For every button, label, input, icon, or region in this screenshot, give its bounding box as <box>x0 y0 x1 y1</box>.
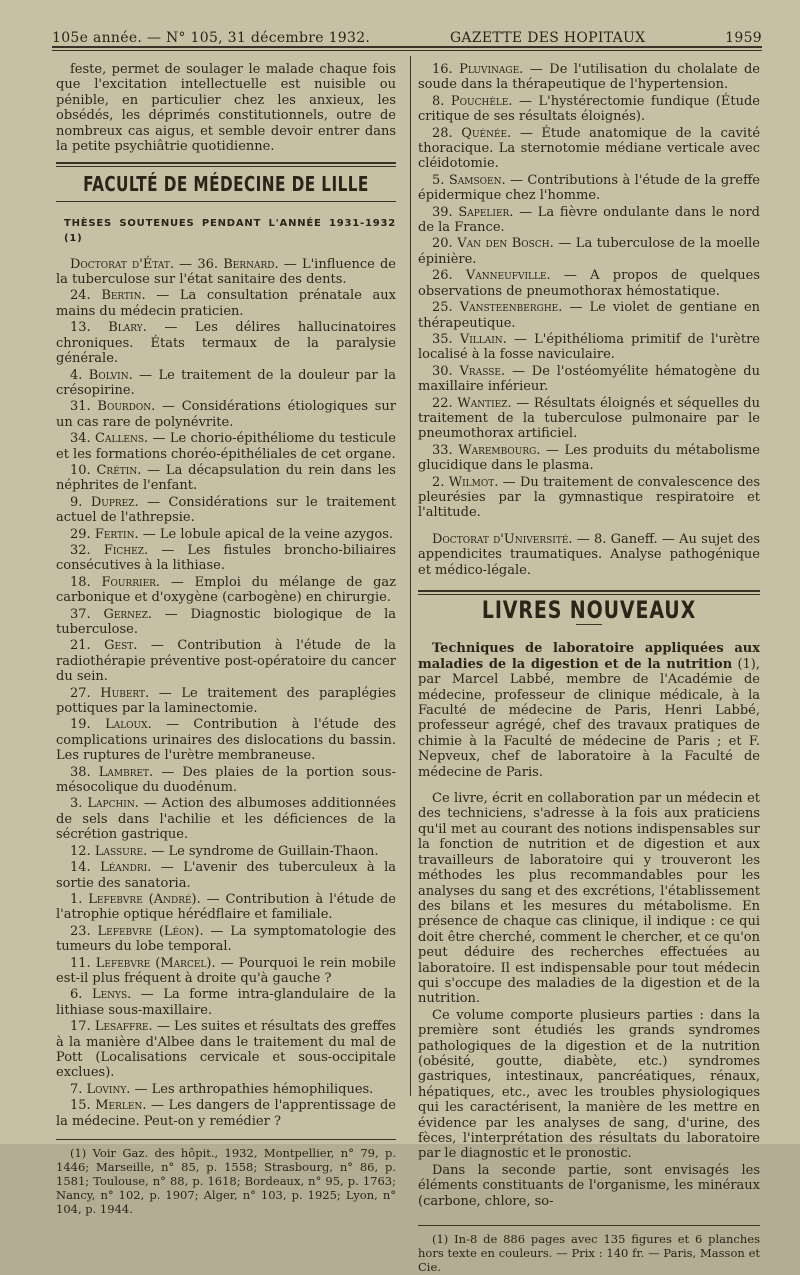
thesis-entry <box>56 1019 396 1081</box>
thesis-author: Lefebvre (Léon). <box>97 923 204 939</box>
thesis-number: — 36. <box>179 256 219 272</box>
thesis-number: 17. <box>70 1019 91 1035</box>
doctorat-universite-text: — 8. Ganeff. — Au sujet des appendicites traumatiques. Analyse pathogénique et médico-légale. <box>418 531 760 578</box>
thesis-title: — De l'utilisation du cholalate de soude dans la thérapeutique de l'hypertension. <box>418 62 760 93</box>
thesis-author: Bertin. <box>101 288 146 304</box>
thesis-number: 16. <box>432 62 453 77</box>
thesis-number: 11. <box>70 955 91 971</box>
doctorat-universite <box>418 532 760 578</box>
thesis-title: — Le lobule apical de la veine azygos. <box>142 526 394 542</box>
thesis-author: Wantiez. <box>457 395 512 411</box>
thesis-number: 39. <box>432 204 453 220</box>
theses-title: THÈSES SOUTENUES PENDANT L'ANNÉE 1931-1932 (1) <box>64 217 396 245</box>
thesis-author: Gernez. <box>103 606 152 622</box>
thesis-entry <box>56 527 396 542</box>
thesis-number: 5. <box>432 172 445 188</box>
thesis-title: — Le chorio-épithéliome du testicule et les formations choréo-épithéliales de cet organe. <box>56 431 396 462</box>
thesis-author: Sapelier. <box>458 204 514 220</box>
thesis-author: Gest. <box>104 638 138 654</box>
thesis-entry <box>56 796 396 842</box>
thesis-number: 21. <box>70 638 91 654</box>
thesis-number: 10. <box>70 462 91 478</box>
section-rule-thin <box>56 201 396 202</box>
thesis-title: — Contribution à l'étude des complications urinaires des dislocations du bassin. Les ruptures de l'urètre membraneuse. <box>56 717 396 764</box>
thesis-author: Bernard. <box>223 256 279 272</box>
thesis-author: Callens. <box>95 431 149 447</box>
thesis-title: — La forme intra-glandulaire de la lithiase sous-maxillaire. <box>56 987 396 1018</box>
thesis-entry <box>418 332 760 363</box>
thesis-author: Villain. <box>459 331 507 347</box>
section-rule <box>418 590 760 595</box>
thesis-number: 3. <box>70 796 83 812</box>
thesis-title: — Les suites et résultats des greffes à la manière d'Albee dans le traitement du mal de Pott (Localisations cervicale et sous-occipitale exclues). <box>56 1019 396 1081</box>
thesis-entry <box>56 368 396 399</box>
thesis-number: 33. <box>432 442 453 458</box>
thesis-title: — Des plaies de la portion sous-mésocolique du duodénum. <box>56 764 396 796</box>
thesis-number: 13. <box>70 320 91 336</box>
book-title: Techniques de laboratoire appliquées aux maladies de la digestion et de la nutrition <box>418 641 760 672</box>
thesis-entry <box>56 495 396 526</box>
thesis-author: Pouchèle. <box>450 93 513 109</box>
thesis-author: Fertin. <box>94 526 139 542</box>
thesis-entry <box>56 320 396 366</box>
thesis-title: — Contributions à l'étude de la greffe épidermique chez l'homme. <box>418 172 761 204</box>
right-footnote: (1) In-8 de 886 pages avec 135 figures et 6 planches hors texte en couleurs. — Prix : 140 fr. — Paris, Masson et Cie. <box>418 1232 760 1275</box>
thesis-title: — L'hystérectomie fundique (Étude critique de ses résultats éloignés). <box>418 93 760 125</box>
thesis-author: Vanneufville. <box>465 268 551 284</box>
thesis-title: — Les dangers de l'apprentissage de la médecine. Peut-on y remédier ? <box>56 1098 396 1129</box>
thesis-number: 29. <box>70 526 91 542</box>
thesis-entry <box>418 236 760 267</box>
thesis-author: Lesaffre. <box>94 1019 153 1035</box>
thesis-title: — Diagnostic biologique de la tuberculose. <box>56 606 396 637</box>
thesis-number: 31. <box>70 399 91 415</box>
thesis-author: Quénée. <box>461 125 512 141</box>
thesis-number: 14. <box>70 860 91 876</box>
thesis-author: Blary. <box>108 320 147 336</box>
thesis-entry <box>56 543 396 574</box>
thesis-title: — Pourquoi le rein mobile est-il plus fréquent à droite qu'à gauche ? <box>56 955 396 986</box>
thesis-entry <box>418 475 760 521</box>
thesis-number: 8. <box>432 93 445 109</box>
thesis-author: Pluvinage. <box>459 62 524 77</box>
thesis-number: 30. <box>432 363 453 379</box>
thesis-entry <box>418 126 760 172</box>
thesis-entry <box>56 607 396 638</box>
thesis-author: Fourrier. <box>101 574 161 590</box>
running-header <box>52 20 762 46</box>
doctorat-etat-label: Doctorat d'État. <box>70 256 174 272</box>
thesis-number: 22. <box>432 395 453 411</box>
thesis-title: — Contribution à l'étude de la radiothérapie préventive post-opératoire du cancer du sein. <box>56 638 397 685</box>
thesis-author: Léandri. <box>100 860 152 876</box>
thesis-title: — L'épithélioma primitif de l'urètre localisé à la fosse naviculaire. <box>418 331 760 363</box>
thesis-entry <box>56 892 396 923</box>
thesis-author: Bolvin. <box>88 367 133 383</box>
thesis-number: 34. <box>70 431 91 447</box>
header-journal-title: GAZETTE DES HOPITAUX <box>449 30 646 46</box>
thesis-title: — La tuberculose de la moelle épinière. <box>418 236 760 267</box>
left-column <box>56 62 396 1217</box>
review-paragraph-1: Ce livre, écrit en collaboration par un médecin et des techniciens, s'adresse à la fois aux praticiens qu'il met au courant des notions indispensables sur la fonction de nutrition et de digestion et aux travailleurs de laboratoire qui y trouveront les méthodes les plus recommandables pour les analyses du sang et des excrétions, l'établissement des bilans et les mesures du métabolisme. En présence de chaque cas clinique, il indique : ce qui doit être cherché, comment le chercher, et ce qu'on peut déduire des recherches effectuées au laboratoire. Il est indispensable pour tout médecin qui s'occupe des maladies de la digestion et de la nutrition. <box>418 791 760 1007</box>
thesis-entry <box>418 62 760 93</box>
thesis-author: Samsoen. <box>448 172 506 188</box>
thesis-number: 32. <box>70 542 91 558</box>
thesis-number: 4. <box>70 367 83 383</box>
theses-list-continued <box>418 62 760 521</box>
thesis-author: Warembourg. <box>458 442 541 458</box>
title-dash <box>576 624 602 625</box>
thesis-author: Hubert. <box>100 685 150 701</box>
thesis-entry <box>56 575 396 606</box>
thesis-author: Loviny. <box>86 1081 131 1097</box>
header-page-number: 1959 <box>725 30 762 46</box>
thesis-title: — Les délires hallucinatoires chroniques. États termaux de la paralysie générale. <box>56 320 396 367</box>
review-paragraph-2: Ce volume comporte plusieurs parties : dans la première sont étudiés les grands syndromes pathologiques de la digestion et de la nutrition (obésité, goutte, diabète, etc.) syndromes gastriques, intestinaux, pancréatiques, rénaux, hépatiques, etc., avec les troubles physiologiques qui les caractérisent, la manière de les mettre en évidence par les analyses de sang, d'urine, des fèces, l'interprétation des résultats du laboratoire par le diagnostic et le pronostic. <box>418 1007 760 1162</box>
thesis-number: 37. <box>70 606 91 622</box>
thesis-number: 23. <box>70 923 91 939</box>
thesis-title: — Les produits du métabolisme glucidique dans le plasma. <box>418 442 760 474</box>
thesis-author: Crétin. <box>96 462 142 478</box>
thesis-title: — Résultats éloignés et séquelles du traitement de la tuberculose pulmonaire par le pneumothorax artificiel. <box>418 395 760 442</box>
thesis-entry <box>418 364 760 395</box>
thesis-author: Vrasse. <box>459 363 506 379</box>
thesis-author: Lambret. <box>98 764 154 780</box>
livres-title: LIVRES NOUVEAUX <box>481 596 697 624</box>
thesis-number: 27. <box>70 685 91 701</box>
thesis-title: — Étude anatomique de la cavité thoracique. La sternotomie médiane verticale avec cléidotomie. <box>418 125 761 172</box>
thesis-title: — L'avenir des tuberculeux à la sortie des sanatoria. <box>56 860 396 891</box>
thesis-title: — La fièvre ondulante dans le nord de la France. <box>418 204 760 236</box>
thesis-title: — Le violet de gentiane en thérapeutique. <box>418 300 761 331</box>
thesis-author: Laloux. <box>105 717 152 733</box>
left-footnote: (1) Voir Gaz. des hôpit., 1932, Montpellier, n° 79, p. 1446; Marseille, n° 85, p. 1558; Strasbourg, n° 86, p. 1581; Toulouse, n° 88, p. 1618; Bordeaux, n° 95, p. 1763; Nancy, n° 102, p. 1907; Alger, n° 103, p. 1925; Lyon, n° 104, p. 1944. <box>56 1146 396 1216</box>
thesis-number: 35. <box>432 331 453 347</box>
thesis-entry <box>56 844 396 859</box>
thesis-number: 1. <box>70 891 83 907</box>
thesis-entry <box>56 686 396 717</box>
thesis-title: — Le traitement de la douleur par la crésopirine. <box>56 367 397 398</box>
column-divider <box>410 56 411 1096</box>
book-review-head <box>418 641 760 780</box>
thesis-title: — Les fistules broncho-biliaires consécutives à la lithiase. <box>56 542 396 574</box>
thesis-title: — De l'ostéomyélite hématogène du maxillaire inférieur. <box>418 363 761 395</box>
thesis-number: 24. <box>70 288 91 304</box>
intro-paragraph: feste, permet de soulager le malade chaque fois que l'excitation intellectuelle est nuisible ou pénible, en particulier chez les anxieux, les obsédés, les déprimés constitutionnels, outre de nombreux cas aigus, et semble devoir entrer dans la petite psychiâtrie quotidienne. <box>56 62 396 155</box>
thesis-entry <box>56 765 396 796</box>
faculty-title: FACULTÉ DE MÉDECINE DE LILLE <box>83 172 369 197</box>
thesis-entry <box>56 987 396 1018</box>
thesis-number: 19. <box>70 717 91 733</box>
thesis-entry <box>418 173 760 204</box>
thesis-entry <box>56 924 396 955</box>
thesis-entry <box>56 463 396 494</box>
thesis-author: Lassure. <box>94 843 148 859</box>
thesis-title: — Emploi du mélange de gaz carbonique et d'oxygène (carbogène) en chirurgie. <box>56 574 397 606</box>
thesis-title: — Considérations étiologiques sur un cas rare de polynévrite. <box>56 399 396 430</box>
footnote-rule <box>56 1139 396 1140</box>
thesis-entry <box>418 268 760 299</box>
thesis-title: — Action des albumoses additionnées de sels dans l'achilie et les déficiences de la sécrétion gastrique. <box>56 796 396 843</box>
thesis-number: 18. <box>70 574 91 590</box>
thesis-entry <box>56 860 396 891</box>
header-issue: 105e année. — N° 105, 31 décembre 1932. <box>52 30 371 46</box>
thesis-entry <box>418 205 760 236</box>
thesis-entry <box>56 431 396 462</box>
section-rule <box>56 162 396 167</box>
thesis-author: Bourdon. <box>97 399 156 415</box>
thesis-entry <box>56 288 396 319</box>
thesis-entry <box>56 638 396 684</box>
thesis-entry <box>56 717 396 763</box>
thesis-number: 2. <box>432 474 445 490</box>
thesis-number: 12. <box>70 843 91 859</box>
thesis-number: 38. <box>70 764 91 780</box>
thesis-author: Merlen. <box>95 1098 147 1114</box>
thesis-author: Lefebvre (Marcel). <box>95 955 216 971</box>
thesis-number: 25. <box>432 300 453 316</box>
thesis-author: Van den Bosch. <box>457 236 554 252</box>
thesis-title: — Les arthropathies hémophiliques. <box>134 1081 374 1097</box>
thesis-author: Vansteenberghe. <box>459 300 563 316</box>
review-paragraph-3: Dans la seconde partie, sont envisagés les éléments constituants de l'organisme, les minéraux (carbone, chlore, so- <box>418 1162 760 1209</box>
thesis-title: — Le traitement des paraplégies pottiques par la laminectomie. <box>56 685 397 717</box>
thesis-number: 15. <box>70 1098 91 1114</box>
thesis-entry <box>418 443 760 474</box>
thesis-author: Lenys. <box>91 987 132 1003</box>
thesis-entry <box>56 956 396 987</box>
thesis-author: Duprez. <box>90 494 139 510</box>
thesis-entry <box>418 396 760 442</box>
thesis-title: — Contribution à l'étude de l'atrophie optique hérédflaire et familiale. <box>56 891 396 923</box>
doctorat-universite-label: Doctorat d'Université. <box>432 531 573 547</box>
thesis-title: — Du traitement de convalescence des pleurésies par la gymnastique respiratoire et l'altitude. <box>418 474 760 521</box>
book-authors: (1), par Marcel Labbé, membre de l'Académie de médecine, professeur de clinique médicale, à la Faculté de médecine de Paris, Henri Labbé, professeur agrégé, chef des travaux pratiques de chimie à la Faculté de médecine de Paris ; et F. Nepveux, chef de laboratoire à la Faculté de médecine de Paris. <box>418 656 760 780</box>
thesis-entry <box>418 94 760 125</box>
thesis-title: — La décapsulation du rein dans les néphrites de l'enfant. <box>56 462 396 494</box>
thesis-author: Fichez. <box>103 542 149 558</box>
thesis-entry <box>56 1082 396 1097</box>
thesis-title: — Considérations sur le traitement actuel de l'athrepsie. <box>56 494 396 526</box>
theses-list <box>56 257 396 1129</box>
thesis-title: — Le syndrome de Guillain-Thaon. <box>151 843 379 859</box>
thesis-number: 26. <box>432 268 453 284</box>
thesis-author: Wilmot. <box>448 474 499 490</box>
thesis-author: Lefebvre (André). <box>88 891 201 907</box>
thesis-entry <box>56 399 396 430</box>
thesis-title: — La consultation prénatale aux mains du médecin praticien. <box>56 288 396 319</box>
thesis-title: — L'influence de la tuberculose sur l'état sanitaire des dents. <box>56 256 396 288</box>
right-column <box>418 62 760 1275</box>
thesis-number: 6. <box>70 987 83 1003</box>
thesis-entry <box>56 257 396 288</box>
thesis-author: Lapchin. <box>87 796 139 812</box>
header-rule <box>52 46 762 48</box>
footnote-rule <box>418 1225 760 1226</box>
thesis-number: 28. <box>432 125 453 141</box>
thesis-entry <box>56 1098 396 1129</box>
thesis-number: 7. <box>70 1081 83 1097</box>
thesis-number: 9. <box>70 494 83 510</box>
thesis-number: 20. <box>432 236 453 252</box>
thesis-title: — A propos de quelques observations de pneumothorax hémostatique. <box>418 268 760 299</box>
thesis-title: — La symptomatologie des tumeurs du lobe temporal. <box>56 923 396 955</box>
header-rule-thin <box>52 50 762 51</box>
thesis-entry <box>418 300 760 331</box>
